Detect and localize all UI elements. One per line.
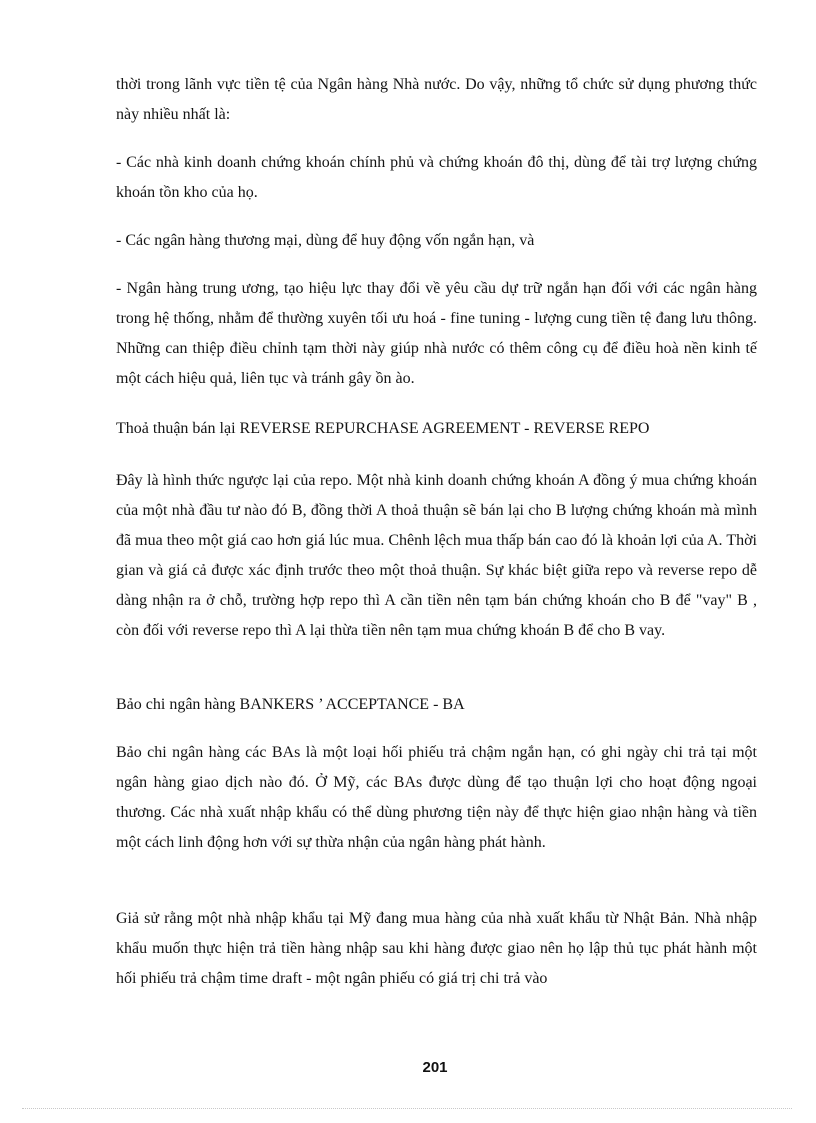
section-heading-reverse-repo: Thoả thuận bán lại REVERSE REPURCHASE AGREEMENT - REVERSE REPO: [116, 420, 650, 437]
paragraph-example-importer: Giả sử rằng một nhà nhập khẩu tại Mỹ đang mua hàng của nhà xuất khẩu từ Nhật Bản. Nhà nhập khẩu muốn thực hiện trả tiền hàng nhập sau khi hàng được giao nên họ lập thủ tục phát hành một hối phiếu trả chậm time draft - một ngân phiếu có giá trị chi trả vào: [116, 910, 757, 987]
section-heading-bankers-acceptance: Bảo chi ngân hàng BANKERS ’ ACCEPTANCE - BA: [116, 696, 465, 713]
paragraph-list-item-central-bank: - Ngân hàng trung ương, tạo hiệu lực thay đổi về yêu cầu dự trữ ngắn hạn đối với các ngân hàng trong hệ thống, nhằm để thường xuyên tối ưu hoá - fine tuning - lượng cung tiền tệ đang lưu thông. Những can thiệp điều chỉnh tạm thời này giúp nhà nước có thêm công cụ để điều hoà nền kinh tế một cách hiệu quả, liên tục và tránh gây ồn ào.: [116, 280, 757, 387]
paragraph-list-item-commercial-banks: - Các ngân hàng thương mại, dùng để huy động vốn ngắn hạn, và: [116, 232, 535, 249]
footer-divider: [22, 1108, 792, 1109]
paragraph-list-item-securities-dealers: - Các nhà kinh doanh chứng khoán chính phủ và chứng khoán đô thị, dùng để tài trợ lượng chứng khoán tồn kho của họ.: [116, 154, 757, 201]
paragraph-bankers-acceptance: Bảo chi ngân hàng các BAs là một loại hối phiếu trả chậm ngắn hạn, có ghi ngày chi trả tại một ngân hàng giao dịch nào đó. Ở Mỹ, các BAs được dùng để tạo thuận lợi cho hoạt động ngoại thương. Các nhà xuất nhập khẩu có thể dùng phương tiện này để thực hiện giao nhận hàng và tiền một cách linh động hơn với sự thừa nhận của ngân hàng phát hành.: [116, 744, 757, 851]
page-number: 201: [422, 1059, 448, 1076]
paragraph-reverse-repo: Đây là hình thức ngược lại của repo. Một nhà kinh doanh chứng khoán A đồng ý mua chứng khoán của một nhà đầu tư nào đó B, đồng thời A thoả thuận sẽ bán lại cho B lượng chứng khoán mà mình đã mua theo một giá cao hơn giá lúc mua. Chênh lệch mua thấp bán cao đó là khoản lợi của A. Thời gian và giá cả được xác định trước theo một thoả thuận. Sự khác biệt giữa repo và reverse repo dễ dàng nhận ra ở chỗ, trường hợp repo thì A cần tiền nên tạm bán chứng khoán cho B để "vay" B , còn đối với reverse repo thì A lại thừa tiền nên tạm mua chứng khoán B để cho B vay.: [116, 472, 757, 639]
paragraph-intro: thời trong lãnh vực tiền tệ của Ngân hàng Nhà nước. Do vậy, những tổ chức sử dụng phương thức này nhiều nhất là:: [116, 76, 757, 123]
